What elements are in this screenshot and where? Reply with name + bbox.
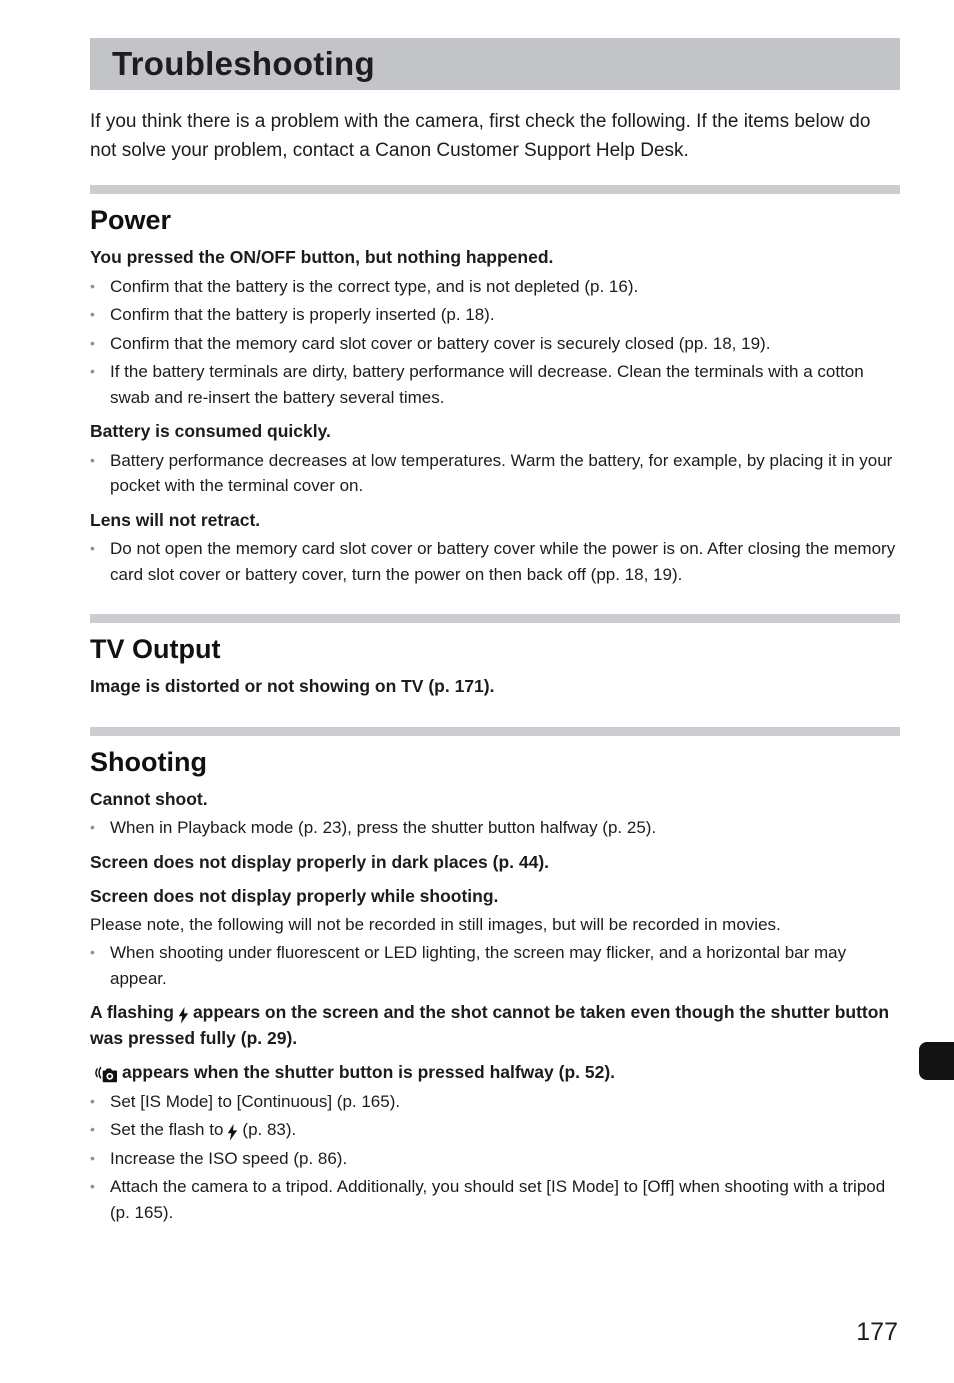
paragraph <box>90 912 900 938</box>
text-run: Set [IS Mode] to [Continuous] (p. 165). <box>110 1091 401 1111</box>
text-run: A flashing <box>90 1002 174 1022</box>
item-heading <box>90 1060 900 1086</box>
text-run: Screen does not display properly while shooting. <box>90 886 499 906</box>
item-text <box>90 421 331 441</box>
item-text <box>90 886 498 906</box>
bullet-item <box>90 815 900 841</box>
item-text <box>110 1146 347 1172</box>
bullet-marker: • <box>90 451 95 468</box>
bullet-item <box>90 359 900 410</box>
text-run: appears on the screen and the shot cannot be taken even though the shutter button was pressed fully (p. 29). <box>90 1002 890 1048</box>
text-run: Increase the ISO speed (p. 86). <box>110 1148 348 1168</box>
bullet-marker: • <box>90 306 95 322</box>
section-title: Shooting <box>90 746 207 777</box>
sections <box>90 185 900 1225</box>
item-text <box>90 1002 889 1048</box>
item-heading <box>90 674 900 700</box>
flash-icon <box>227 1123 238 1141</box>
item-text <box>110 815 656 841</box>
item-text <box>90 852 549 872</box>
section-shooting <box>90 727 900 1226</box>
text-run: Lens will not retract. <box>90 509 261 530</box>
item-text <box>90 1062 615 1082</box>
bullet-item <box>90 536 900 587</box>
item-text <box>110 536 900 587</box>
item-text <box>110 1117 296 1143</box>
section-divider-bar <box>90 614 900 623</box>
bullet-marker: • <box>90 540 95 556</box>
text-run: Screen does not display properly in dark places (p. 44). <box>90 851 550 872</box>
bullet-item <box>90 302 900 328</box>
item-heading <box>90 508 900 534</box>
bullet-item <box>90 940 900 991</box>
page-title-bar <box>90 38 900 90</box>
bullet-marker: • <box>90 334 95 351</box>
bullet-item <box>90 1089 900 1115</box>
item-text <box>90 247 553 267</box>
chapter-tab <box>919 1042 954 1080</box>
section-divider-bar <box>90 185 900 194</box>
item-text <box>110 1089 400 1115</box>
bullet-marker: • <box>90 819 95 835</box>
bullet-item <box>90 1174 900 1225</box>
text-run: Do not open the memory card slot cover or battery cover while the power is on. After closing the memory card slot cover or battery cover, turn the power on then back off (pp. 18, 19). <box>110 539 896 584</box>
item-heading <box>90 245 900 271</box>
item-text <box>110 359 900 410</box>
section-divider-bar <box>90 727 900 736</box>
text-run: Set the flash to <box>110 1120 224 1139</box>
bullet-marker: • <box>90 1092 95 1109</box>
item-heading <box>90 1000 900 1051</box>
text-run: Battery performance decreases at low temperatures. Warm the battery, for example, by placing it in your pocket with the terminal cover on. <box>110 450 893 495</box>
item-text <box>90 915 781 934</box>
item-text <box>110 448 900 499</box>
intro-paragraph: If you think there is a problem with the camera, first check the following. If the items below do not solve your problem, contact a Canon Customer Support Help Desk. <box>90 111 871 161</box>
text-run: (p. 83). <box>242 1120 297 1139</box>
text-run: Confirm that the battery is the correct type, and is not depleted (p. 16). <box>110 276 639 296</box>
text-run: Confirm that the battery is properly inserted (p. 18). <box>110 305 495 324</box>
text-run: When shooting under fluorescent or LED lighting, the screen may flicker, and a horizontal bar may appear. <box>110 943 847 988</box>
item-text <box>110 940 900 991</box>
bullet-item <box>90 331 900 357</box>
section-title: Power <box>90 205 172 235</box>
text-run: If the battery terminals are dirty, battery performance will decrease. Clean the terminals with a cotton swab and re-insert the battery several times. <box>110 362 864 407</box>
item-heading <box>90 884 900 910</box>
text-run: Attach the camera to a tripod. Additionally, you should set [IS Mode] to [Off] when shooting with a tripod (p. 165). <box>110 1177 886 1222</box>
flash-icon <box>178 1006 189 1024</box>
manual-page <box>0 38 954 1383</box>
section-title: TV Output <box>90 634 221 664</box>
text-run: Confirm that the memory card slot cover or battery cover is securely closed (pp. 18, 19). <box>110 333 771 353</box>
text-run: Please note, the following will not be recorded in still images, but will be recorded in movies. <box>90 914 781 934</box>
page-title: Troubleshooting <box>112 45 375 82</box>
text-run: You pressed the ON/OFF button, but nothing happened. <box>90 247 554 267</box>
text-run: Image is distorted or not showing on TV (p. 171). <box>90 676 495 696</box>
bullet-marker: • <box>90 1178 95 1194</box>
text-run: appears when the shutter button is pressed halfway (p. 52). <box>122 1062 616 1082</box>
page-content <box>90 38 900 1225</box>
item-text <box>110 302 495 328</box>
bullet-marker: • <box>90 363 95 379</box>
text-run: Battery is consumed quickly. <box>90 421 331 441</box>
item-text <box>110 1174 900 1225</box>
bullet-item <box>90 1146 900 1172</box>
bullet-item <box>90 274 900 300</box>
item-text <box>90 676 494 696</box>
section-power <box>90 185 900 587</box>
bullet-marker: • <box>90 1149 95 1166</box>
bullet-marker: • <box>90 277 95 294</box>
item-text <box>90 789 208 809</box>
camera-shake-icon <box>94 1066 118 1085</box>
item-text <box>110 331 770 357</box>
bullet-marker: • <box>90 944 95 960</box>
section-tv-output <box>90 614 900 700</box>
bullet-marker: • <box>90 1121 95 1137</box>
text-run: When in Playback mode (p. 23), press the shutter button halfway (p. 25). <box>110 818 657 837</box>
bullet-item <box>90 448 900 499</box>
page-number: 177 <box>856 1318 898 1346</box>
item-text <box>110 274 638 300</box>
item-heading <box>90 787 900 813</box>
item-heading <box>90 419 900 445</box>
bullet-item <box>90 1117 900 1143</box>
item-text <box>90 510 260 530</box>
item-heading <box>90 850 900 876</box>
text-run: Cannot shoot. <box>90 788 208 809</box>
